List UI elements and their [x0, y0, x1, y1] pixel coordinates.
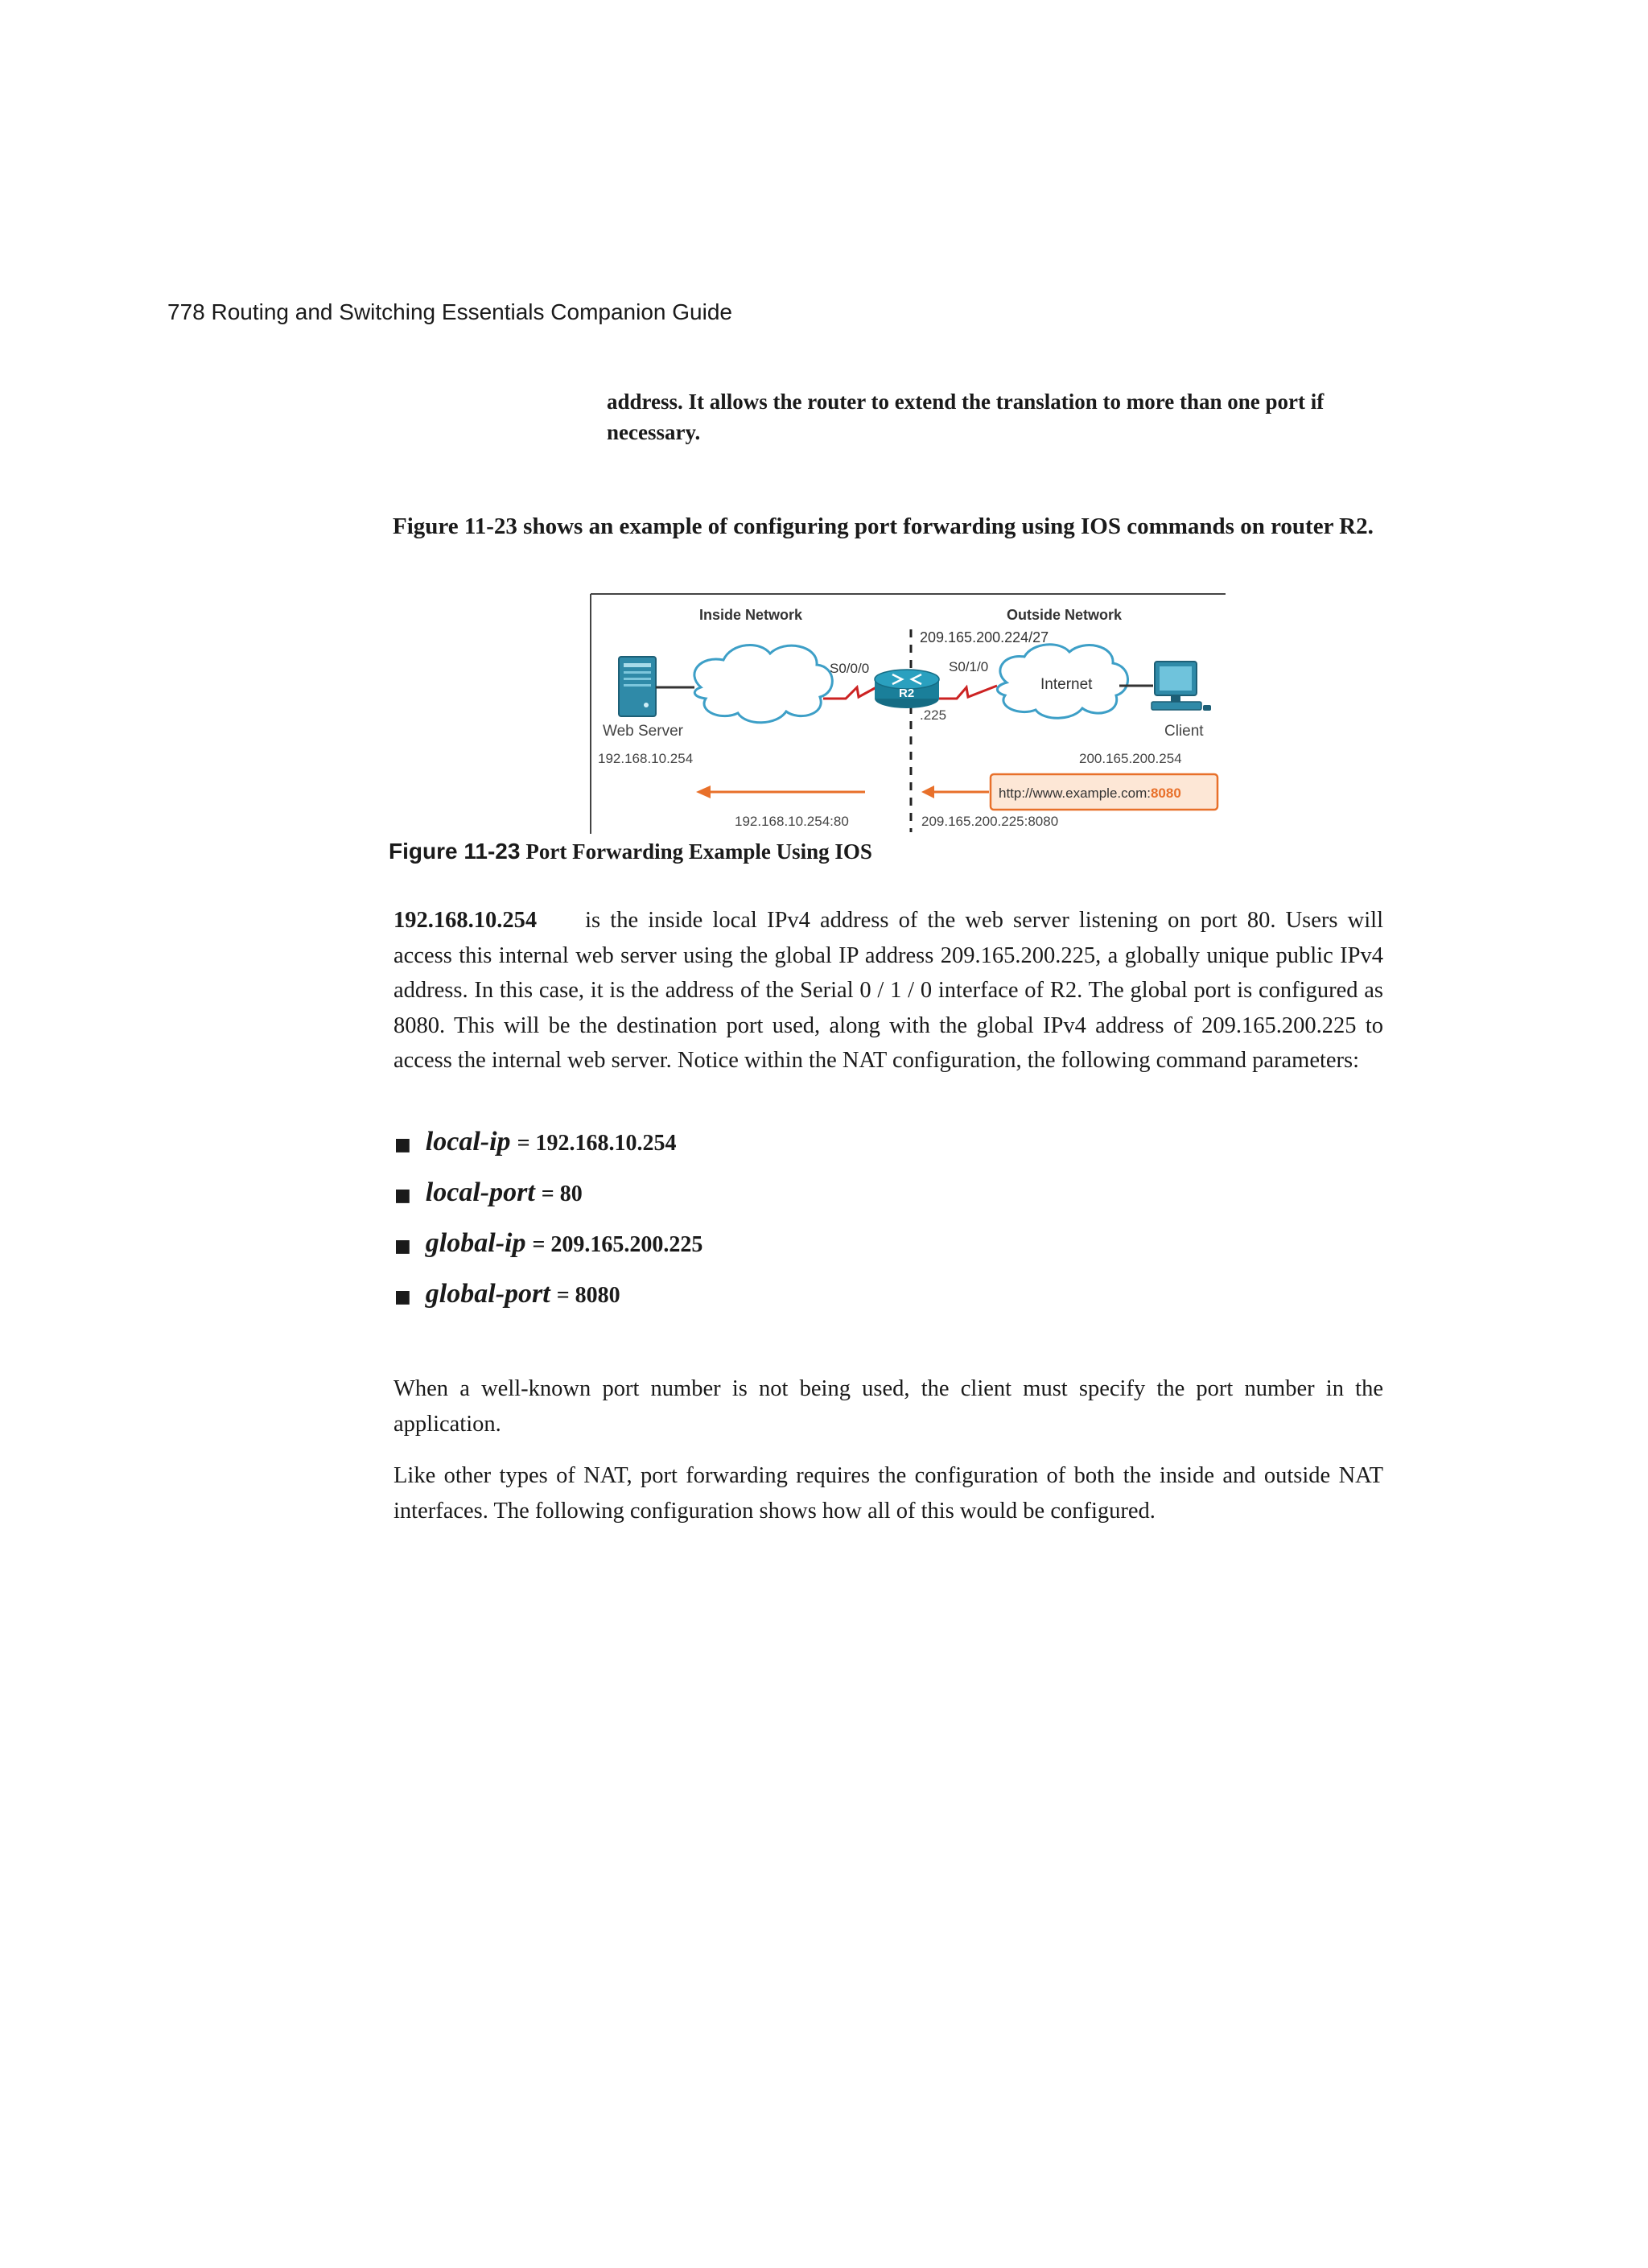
figure-caption-number: Figure 11-23	[389, 839, 521, 864]
body-paragraph-1	[393, 903, 1383, 1078]
outside-socket-label: 209.165.200.225:8080	[921, 814, 1059, 829]
paragraph-1-text: is the inside local IPv4 address of the web server listening on port 80. Users will access this internal web server using the global IP address 209.165.200.225, a globally unique public IPv4 address. In this case, it is the address of the Serial 0 / 1 / 0 interface of R2. The global port is configured as 8080. This will be the destination port used, along with the global IPv4 address of 209.165.200.225 to access the internal web server. Notice within the NAT configuration, the following command parameters:	[393, 908, 1383, 1073]
parameter-name: local-ip	[425, 1127, 511, 1157]
inside-cloud-icon	[694, 645, 832, 723]
parameter-name: local-port	[425, 1177, 535, 1207]
figure-caption-title: Port Forwarding Example Using IOS	[525, 839, 872, 864]
outside-subnet-label: 209.165.200.224/27	[920, 629, 1049, 645]
inside-socket-label: 192.168.10.254:80	[735, 814, 849, 829]
port-forwarding-figure	[588, 592, 1226, 834]
bullet-square-icon: ■	[394, 1287, 411, 1307]
internet-label: Internet	[1040, 676, 1093, 693]
inside-network-label: Inside Network	[699, 607, 803, 623]
outside-interface-label: S0/1/0	[949, 659, 989, 674]
bullet-square-icon: ■	[394, 1135, 411, 1155]
list-item	[394, 1177, 1360, 1228]
web-server-ip-label: 192.168.10.254	[598, 751, 694, 766]
figure-caption	[389, 839, 872, 865]
paragraph-lead-address: 192.168.10.254	[393, 908, 538, 933]
running-head: 778 Routing and Switching Essentials Companion Guide	[167, 299, 732, 324]
list-item	[394, 1127, 1360, 1177]
list-item	[394, 1228, 1360, 1279]
client-label: Client	[1164, 723, 1204, 740]
router-label: R2	[899, 687, 915, 700]
parameter-value: = 80	[541, 1181, 583, 1206]
web-server-icon	[619, 657, 656, 716]
bullet-square-icon: ■	[394, 1236, 411, 1256]
parameter-name: global-port	[425, 1279, 550, 1309]
client-ip-label: 200.165.200.254	[1079, 751, 1182, 766]
parameter-value: = 192.168.10.254	[517, 1131, 677, 1156]
parameter-value: = 209.165.200.225	[532, 1232, 703, 1257]
outside-arrow-head	[921, 786, 934, 798]
client-computer-icon	[1152, 662, 1211, 711]
nat-parameter-list	[394, 1127, 1360, 1330]
continuation-text: address. It allows the router to extend the translation to more than one port if necessary.	[607, 390, 1325, 444]
figure-intro-text: Figure 11-23 shows an example of configuring port forwarding using IOS commands on router R2.	[393, 513, 1374, 539]
outside-network-label: Outside Network	[1007, 607, 1123, 623]
inside-interface-label: S0/0/0	[830, 661, 870, 676]
bullet-square-icon: ■	[394, 1186, 411, 1206]
router-host-label: .225	[920, 707, 947, 723]
inside-arrow-head	[696, 786, 711, 798]
parameter-name: global-ip	[425, 1228, 526, 1258]
outside-serial-link	[939, 686, 997, 699]
body-paragraph-3: Like other types of NAT, port forwarding requires the configuration of both the inside and outside NAT interfaces. The following configuration shows how all of this would be configured.	[393, 1463, 1383, 1524]
body-paragraph-2: When a well-known port number is not being used, the client must specify the port number in the application.	[393, 1376, 1383, 1437]
list-item	[394, 1279, 1360, 1330]
parameter-value: = 8080	[556, 1283, 620, 1308]
url-text: http://www.example.com:8080	[999, 786, 1181, 801]
web-server-label: Web Server	[603, 723, 683, 740]
